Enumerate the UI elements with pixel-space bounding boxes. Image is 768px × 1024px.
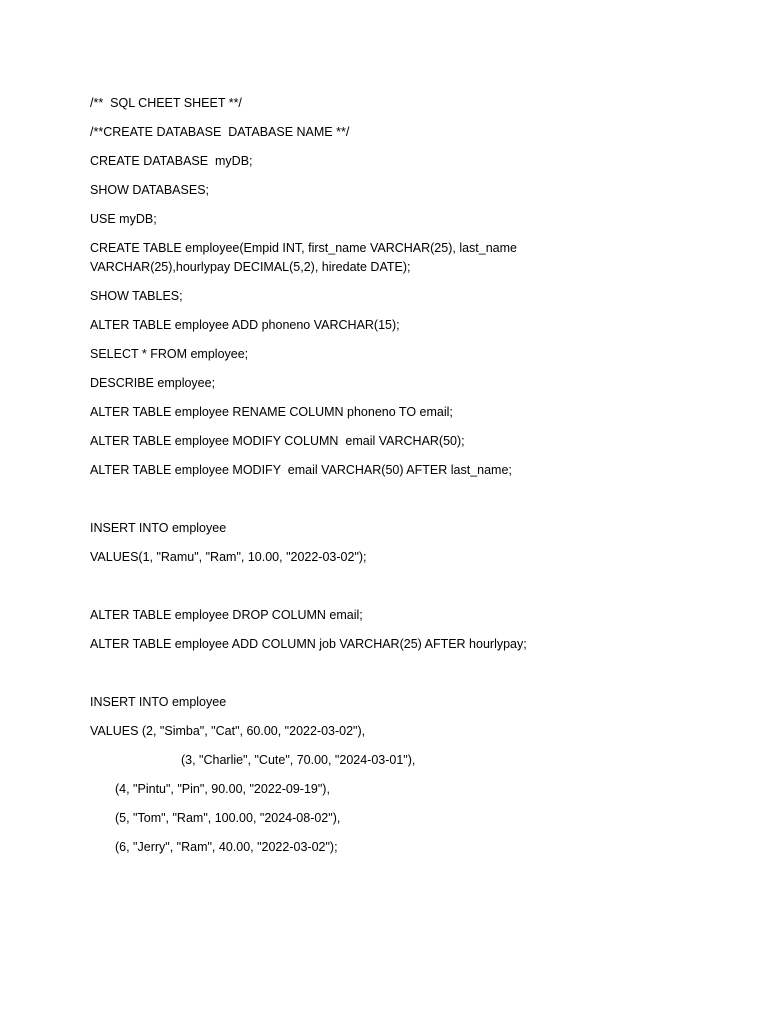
sql-select-all: SELECT * FROM employee;: [90, 347, 249, 361]
document-body: [90, 94, 660, 867]
blank-spacer: [90, 490, 660, 519]
sql-values-2: VALUES (2, "Simba", "Cat", 60.00, "2022-03-02"),: [90, 724, 366, 738]
sql-show-tables: SHOW TABLES;: [90, 289, 183, 303]
sql-create-database: CREATE DATABASE myDB;: [90, 154, 253, 168]
sql-values-1: VALUES(1, "Ramu", "Ram", 10.00, "2022-03-02");: [90, 550, 367, 564]
comment-create-database: /**CREATE DATABASE DATABASE NAME **/: [90, 125, 350, 139]
sql-values-row-4: (4, "Pintu", "Pin", 90.00, "2022-09-19"),: [115, 782, 330, 796]
blank-spacer: [90, 664, 660, 693]
sql-alter-add-phoneno: ALTER TABLE employee ADD phoneno VARCHAR(15);: [90, 318, 400, 332]
sql-create-table: CREATE TABLE employee(Empid INT, first_name VARCHAR(25), last_name VARCHAR(25),hourlypay DECIMAL(5,2), hiredate DATE);: [90, 241, 521, 274]
sql-rename-column: ALTER TABLE employee RENAME COLUMN phoneno TO email;: [90, 405, 453, 419]
sql-describe: DESCRIBE employee;: [90, 376, 216, 390]
sql-insert-into-2: INSERT INTO employee: [90, 695, 227, 709]
sql-values-row-6: (6, "Jerry", "Ram", 40.00, "2022-03-02");: [115, 840, 338, 854]
blank-spacer: [90, 577, 660, 606]
sql-drop-column: ALTER TABLE employee DROP COLUMN email;: [90, 608, 363, 622]
sql-modify-column: ALTER TABLE employee MODIFY COLUMN email VARCHAR(50);: [90, 434, 465, 448]
sql-insert-into-1: INSERT INTO employee: [90, 521, 227, 535]
sql-modify-after: ALTER TABLE employee MODIFY email VARCHAR(50) AFTER last_name;: [90, 463, 512, 477]
sql-show-databases: SHOW DATABASES;: [90, 183, 210, 197]
sql-values-row-3: (3, "Charlie", "Cute", 70.00, "2024-03-01"),: [181, 753, 416, 767]
sql-values-row-5: (5, "Tom", "Ram", 100.00, "2024-08-02"),: [115, 811, 341, 825]
sql-use-database: USE myDB;: [90, 212, 157, 226]
sql-add-column-job: ALTER TABLE employee ADD COLUMN job VARCHAR(25) AFTER hourlypay;: [90, 637, 527, 651]
comment-title: /** SQL CHEET SHEET **/: [90, 96, 242, 110]
